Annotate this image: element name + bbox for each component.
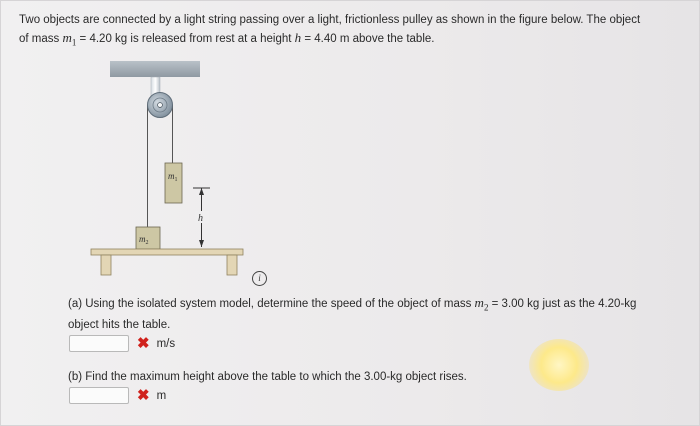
h-symbol: h: [294, 30, 302, 45]
m1-symbol: $m_1$: [62, 30, 77, 48]
problem-text: of mass: [19, 33, 60, 45]
table-top: [91, 249, 243, 255]
incorrect-icon: ✖: [137, 335, 150, 352]
svg-text:m1: $m_1$: [168, 171, 178, 183]
mass-1-label: m: [168, 171, 175, 181]
m2-symbol: $m_2$: [474, 295, 489, 313]
part-a-question: (a) Using the isolated system model, determine the speed of the object of mass $m_2 = 3.00$ kg just as the 4.20-kg object hits the table.: [68, 295, 637, 331]
problem-text: = 4.20 kg is released from rest at a height: [76, 33, 292, 45]
height-arrow-up: [199, 188, 204, 195]
part-b-answer-input[interactable]: [69, 387, 129, 404]
svg-text:m2: $m_2$: [139, 234, 149, 246]
table-leg-left: [101, 255, 111, 275]
part-b-unit: m: [156, 389, 167, 402]
problem-statement: [19, 12, 691, 52]
part-a-unit: m/s: [156, 337, 176, 350]
info-icon[interactable]: i: [252, 271, 267, 286]
pulley-axle: [158, 103, 163, 108]
part-b-answer-row: [69, 387, 166, 404]
part-a-answer-row: [69, 335, 175, 352]
part-b-question: (b) Find the maximum height above the table to which the 3.00-kg object rises.: [68, 371, 467, 383]
ceiling-support: [110, 61, 200, 77]
part-a-answer-input[interactable]: [69, 335, 129, 352]
mass-2-label: m: [139, 234, 146, 244]
mass-1-block: [165, 163, 182, 203]
height-arrow-down: [199, 240, 204, 247]
light-glare: [529, 339, 589, 391]
incorrect-icon: ✖: [137, 387, 150, 404]
problem-text: = 4.40 m above the table.: [301, 33, 435, 45]
pulley-figure: [89, 61, 249, 281]
problem-line-1: Two objects are connected by a light string passing over a light, frictionless pulley as shown in the figure below. The object: [19, 14, 641, 26]
table-leg-right: [227, 255, 237, 275]
height-label: h: [198, 213, 203, 224]
